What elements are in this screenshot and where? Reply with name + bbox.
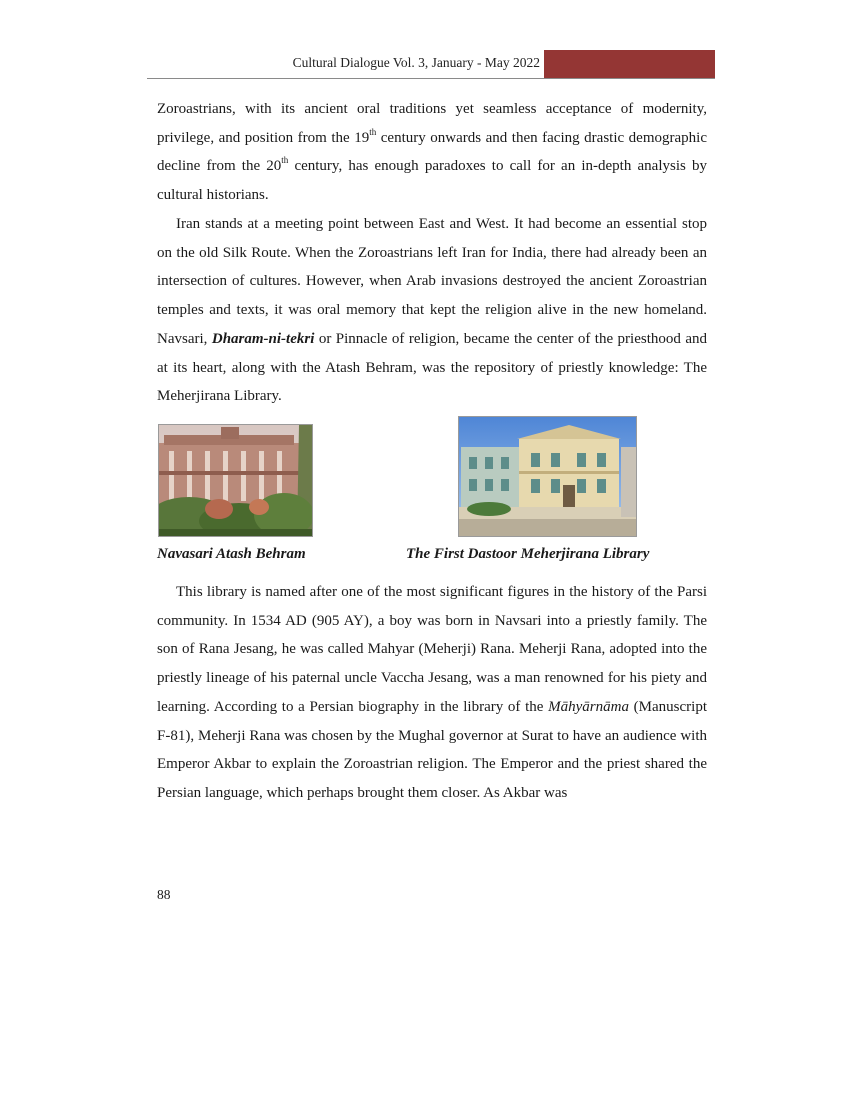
meherjirana-library-image bbox=[459, 417, 636, 536]
superscript: th bbox=[281, 155, 289, 166]
emphasis-term: Dharam-ni-tekri bbox=[211, 330, 315, 347]
text-run: Zoroastrians, with its ancient oral traditions yet seamless acceptance of modernity, privilege, and position from the 19 bbox=[157, 101, 707, 146]
header-rule bbox=[147, 78, 715, 79]
text-run: or Pinnacle of religion, became the center of the priesthood and at its heart, along with the Atash Behram, was the repository of priestly knowledge: The Meherjirana Library. bbox=[157, 330, 707, 405]
paragraph-3 bbox=[157, 578, 707, 808]
header-accent-box bbox=[544, 50, 715, 78]
meherjirana-library-photo bbox=[458, 416, 637, 537]
paragraph-1-text bbox=[157, 95, 707, 210]
text-run: century onwards and then facing drastic demographic decline from the 20 bbox=[157, 129, 707, 175]
paragraph-2-text bbox=[157, 210, 707, 411]
text-run: This library is named after one of the most significant figures in the history of the Parsi community. In 1534 AD (905 AY), a boy was born in Navsari into a priestly family. The son of Rana Jesang, he was called Mahyar (Meherji) Rana. Meherji Rana, adopted into the priestly lineage of his paternal uncle Vaccha Jesang, was a man renowned for his piety and learning. According to a Persian biography in the library of the bbox=[157, 584, 707, 715]
paragraph-3-text bbox=[157, 578, 707, 808]
journal-title: Cultural Dialogue Vol. 3, January - May 2022 bbox=[292, 55, 540, 70]
figure-caption-library: The First Dastoor Meherjirana Library bbox=[406, 546, 650, 562]
atash-behram-image bbox=[159, 425, 312, 536]
paragraph-1 bbox=[157, 95, 707, 210]
text-run: Iran stands at a meeting point between East and West. It had become an essential stop on the old Silk Route. When the Zoroastrians left Iran for India, there had already been an intersection of cultures. However, when Arab invasions destroyed the ancient Zoroastrian temples and texts, it was oral memory that kept the religion alive in the new homeland. Navsari, bbox=[157, 216, 707, 347]
running-header bbox=[147, 50, 715, 79]
figure-caption-atash-behram: Navasari Atash Behram bbox=[157, 546, 306, 562]
superscript: th bbox=[369, 126, 377, 137]
text-run: century, has enough paradoxes to call for an in-depth analysis by cultural historians. bbox=[157, 158, 707, 204]
atash-behram-photo bbox=[158, 424, 313, 537]
page-number: 88 bbox=[157, 887, 171, 902]
emphasis-term: Māhyārnāma bbox=[548, 698, 629, 715]
text-run: (Manuscript F-81), Meherji Rana was chosen by the Mughal governor at Surat to have an audience with Emperor Akbar to explain the Zoroastrian religion. The Emperor and the priest shared the Persian language, which perhaps brought them closer. As Akbar was bbox=[157, 698, 707, 801]
paragraph-2 bbox=[157, 210, 707, 411]
